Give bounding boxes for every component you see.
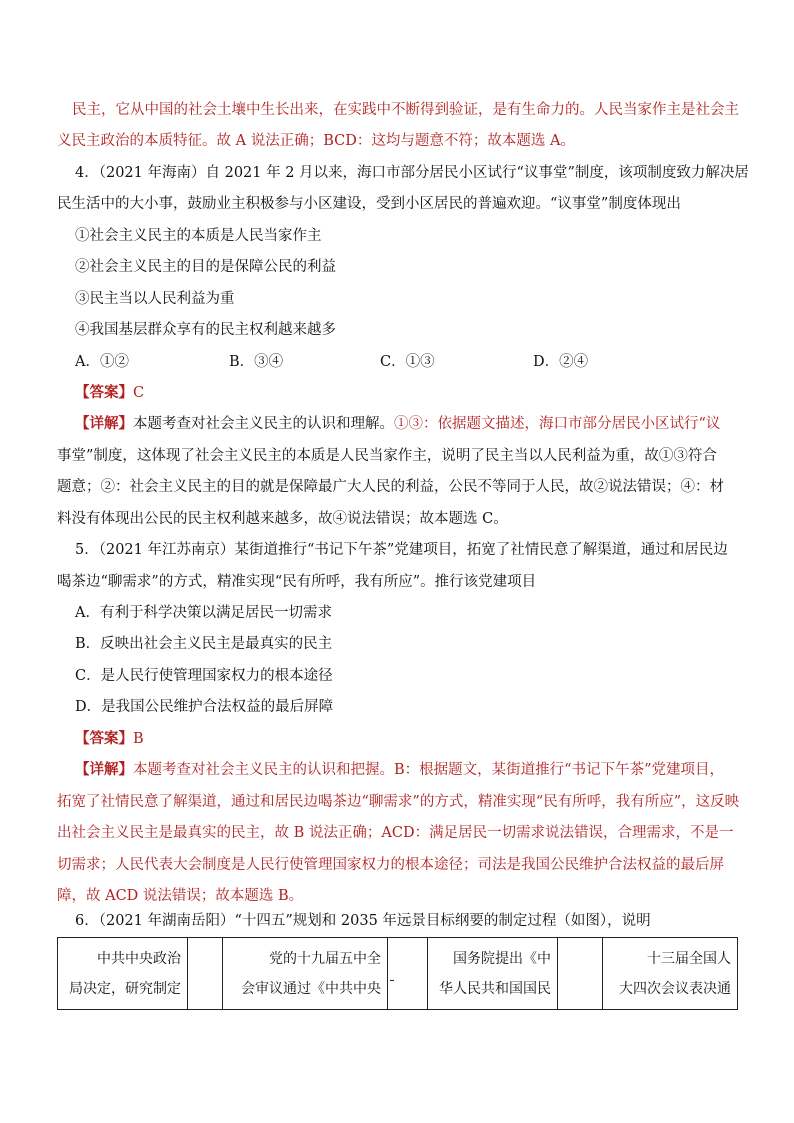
statement-4: ④我国基层群众享有的民主权利越来越多	[75, 322, 336, 338]
cell-text: 党的十九届五中全	[269, 950, 381, 967]
question-4-stem: 民生活中的大小事，鼓励业主积极参与小区建设，受到小区居民的普遍欢迎。“议事堂”制度体现出	[57, 196, 681, 212]
arrow-gap	[388, 938, 428, 1010]
answer-line	[75, 383, 144, 403]
cell-text: 中共中央政治	[97, 950, 181, 967]
process-table	[57, 937, 738, 1010]
answer-tag: 【答案】	[75, 384, 133, 401]
option-a: A．①②	[75, 354, 129, 370]
text-line: 义民主政治的本质特征。故 A 说法正确；BCD：这均与题意不符；故本题选 A。	[57, 133, 575, 149]
question-5-stem: 5．（2021 年江苏南京）某街道推行“书记下午茶”党建项目，拓宽了社情民意了解渠道，通过和居民边	[75, 542, 728, 558]
question-4-stem: 4．（2021 年海南）自 2021 年 2 月以来，海口市部分居民小区试行“议事堂”制度，该项制度致力解决居	[75, 165, 749, 181]
process-step-2	[223, 938, 388, 1010]
option-a: A．有利于科学决策以满足居民一切需求	[75, 605, 332, 621]
statement-2: ②社会主义民主的目的是保障公民的利益	[75, 259, 336, 275]
arrow-gap	[188, 938, 223, 1010]
explanation-line: 事堂”制度，这体现了社会主义民主的本质是人民当家作主，说明了民主当以人民利益为重，故①③符合	[57, 448, 717, 464]
option-d: D．是我国公民维护合法权益的最后屏障	[75, 699, 334, 715]
cell-text: 十三届全国人	[647, 950, 731, 967]
explanation-tag: 【详解】	[75, 761, 133, 778]
cell-text: 局决定，研究制定	[69, 980, 181, 997]
explanation-line: 题意；②：社会主义民主的目的就是保障最广大人民的利益，公民不等同于人民，故②说法错误；④：材	[57, 479, 724, 495]
explanation-line	[75, 760, 724, 780]
answer-line	[75, 729, 144, 749]
process-step-3	[428, 938, 558, 1010]
cell-text: 华人民共和国国民	[439, 980, 551, 997]
explanation-line: 障，故 ACD 说法错误；故本题选 B。	[57, 888, 304, 904]
explanation-line: 拓宽了社情民意了解渠道，通过和居民边喝茶边“聊需求”的方式，精准实现“民有所呼，我有所应”，这反映	[57, 794, 740, 810]
answer-value: B	[133, 731, 144, 747]
process-step-4	[603, 938, 738, 1010]
explanation-tag: 【详解】	[75, 415, 133, 432]
explanation-line: 出社会主义民主是最真实的民主，故 B 说法正确；ACD：满足居民一切需求说法错误，合理需求，不是一	[57, 825, 734, 841]
explanation-line: 切需求；人民代表大会制度是人民行使管理国家权力的根本途径；司法是我国公民维护合法权益的最后屏	[57, 857, 724, 873]
explanation-line: 料没有体现出公民的民主权利越来越多，故④说法错误；故本题选 C。	[57, 511, 508, 527]
statement-3: ③民主当以人民利益为重	[75, 291, 235, 307]
option-b: B．③④	[229, 354, 284, 370]
option-b: B．反映出社会主义民主是最真实的民主	[75, 636, 333, 652]
process-step-1	[58, 938, 188, 1010]
cell-text: 国务院提出《中	[453, 950, 551, 967]
cell-text: 大四次会议表决通	[619, 980, 731, 997]
cell-text: 会审议通过《中共中央	[241, 980, 381, 997]
explanation-text: ①③：依据题文描述，海口市部分居民小区试行“议	[394, 416, 721, 432]
answer-tag: 【答案】	[75, 730, 133, 747]
text-line: 民主，它从中国的社会土壤中生长出来，在实践中不断得到验证，是有生命力的。人民当家作主是社会主	[72, 102, 739, 118]
answer-value: C	[133, 385, 145, 401]
option-c: C．①③	[380, 354, 435, 370]
explanation-line	[75, 414, 720, 434]
option-d: D．②④	[533, 354, 589, 370]
arrow-icon	[390, 980, 394, 981]
explanation-text: 本题考查对社会主义民主的认识和把握。B：根据题文，某街道推行“书记下午茶”党建项目，	[133, 762, 724, 778]
question-6-stem: 6．（2021 年湖南岳阳）“十四五”规划和 2035 年远景目标纲要的制定过程（如图），说明	[75, 913, 651, 929]
arrow-gap	[558, 938, 603, 1010]
statement-1: ①社会主义民主的本质是人民当家作主	[75, 228, 322, 244]
option-c: C．是人民行使管理国家权力的根本途径	[75, 668, 333, 684]
question-5-stem: 喝茶边“聊需求”的方式，精准实现“民有所呼，我有所应”。推行该党建项目	[57, 574, 537, 590]
explanation-text: 本题考查对社会主义民主的认识和理解。	[133, 416, 394, 432]
